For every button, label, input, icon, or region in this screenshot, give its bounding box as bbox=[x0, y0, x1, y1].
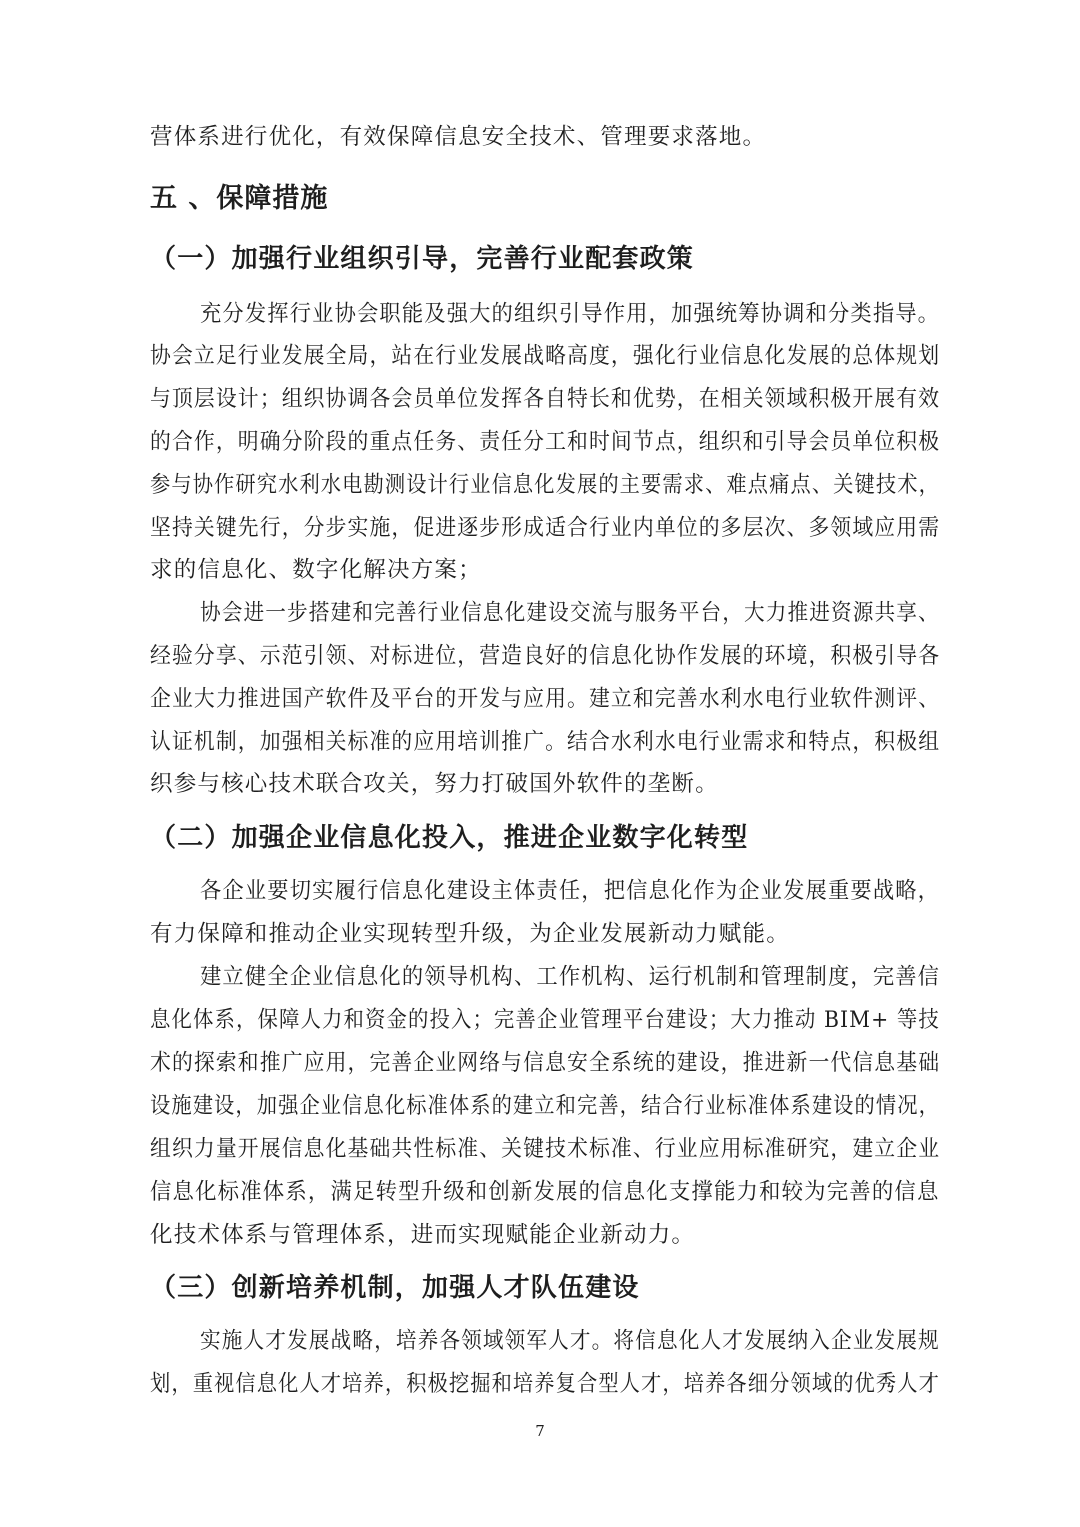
text-line: 参与协作研究水利水电勘测设计行业信息化发展的主要需求、难点痛点、关键技术， bbox=[150, 472, 940, 498]
paragraph-continuation: 营体系进行优化，有效保障信息安全技术、管理要求落地。 bbox=[150, 124, 767, 150]
subsection-heading-3: （三）创新培养机制，加强人才队伍建设 bbox=[150, 1273, 640, 1303]
page-number: 7 bbox=[535, 1422, 545, 1440]
text-line: 的合作，明确分阶段的重点任务、责任分工和时间节点，组织和引导会员单位积极 bbox=[150, 429, 941, 455]
subsection-heading-2: （二）加强企业信息化投入，推进企业数字化转型 bbox=[150, 823, 749, 853]
text-line: 充分发挥行业协会职能及强大的组织引导作用，加强统筹协调和分类指导。 bbox=[200, 301, 941, 327]
text-line: 有力保障和推动企业实现转型升级，为企业发展新动力赋能。 bbox=[150, 921, 790, 947]
text-line: 化技术体系与管理体系，进而实现赋能企业新动力。 bbox=[150, 1222, 696, 1248]
text-line: 术的探索和推广应用，完善企业网络与信息安全系统的建设，推进新一代信息基础 bbox=[150, 1050, 941, 1076]
text-line: 实施人才发展战略，培养各领域领军人才。将信息化人才发展纳入企业发展规 bbox=[200, 1328, 940, 1354]
text-line: 息化体系，保障人力和资金的投入；完善企业管理平台建设；大力推动 BIM+ 等技 bbox=[150, 1007, 940, 1033]
section-heading: 五 、保障措施 bbox=[150, 183, 329, 214]
text-line: 协会立足行业发展全局，站在行业发展战略高度，强化行业信息化发展的总体规划 bbox=[150, 343, 941, 369]
text-line: 企业大力推进国产软件及平台的开发与应用。建立和完善水利水电行业软件测评、 bbox=[150, 686, 941, 712]
text-line: 经验分享、示范引领、对标进位，营造良好的信息化协作发展的环境，积极引导各 bbox=[150, 643, 941, 669]
text-line: 信息化标准体系，满足转型升级和创新发展的信息化支撑能力和较为完善的信息 bbox=[150, 1179, 940, 1205]
text-line: 坚持关键先行，分步实施，促进逐步形成适合行业内单位的多层次、多领域应用需 bbox=[150, 515, 941, 541]
text-line: 与顶层设计；组织协调各会员单位发挥各自特长和优势，在相关领域积极开展有效 bbox=[150, 386, 941, 412]
text-line: 划，重视信息化人才培养，积极挖掘和培养复合型人才，培养各细分领域的优秀人才 bbox=[150, 1371, 940, 1397]
text-line: 求的信息化、数字化解决方案； bbox=[150, 557, 482, 583]
text-line: 设施建设，加强企业信息化标准体系的建立和完善，结合行业标准体系建设的情况， bbox=[150, 1093, 940, 1119]
subsection-heading-1: （一）加强行业组织引导，完善行业配套政策 bbox=[150, 244, 695, 274]
text-line: 协会进一步搭建和完善行业信息化建设交流与服务平台，大力推进资源共享、 bbox=[200, 600, 940, 626]
text-line: 建立健全企业信息化的领导机构、工作机构、运行机制和管理制度，完善信 bbox=[200, 964, 941, 990]
text-line: 认证机制，加强相关标准的应用培训推广。结合水利水电行业需求和特点，积极组 bbox=[150, 729, 941, 755]
text-line: 各企业要切实履行信息化建设主体责任，把信息化作为企业发展重要战略， bbox=[200, 878, 941, 904]
text-line: 组织力量开展信息化基础共性标准、关键技术标准、行业应用标准研究，建立企业 bbox=[150, 1136, 941, 1162]
text-line: 织参与核心技术联合攻关，努力打破国外软件的垄断。 bbox=[150, 771, 719, 797]
